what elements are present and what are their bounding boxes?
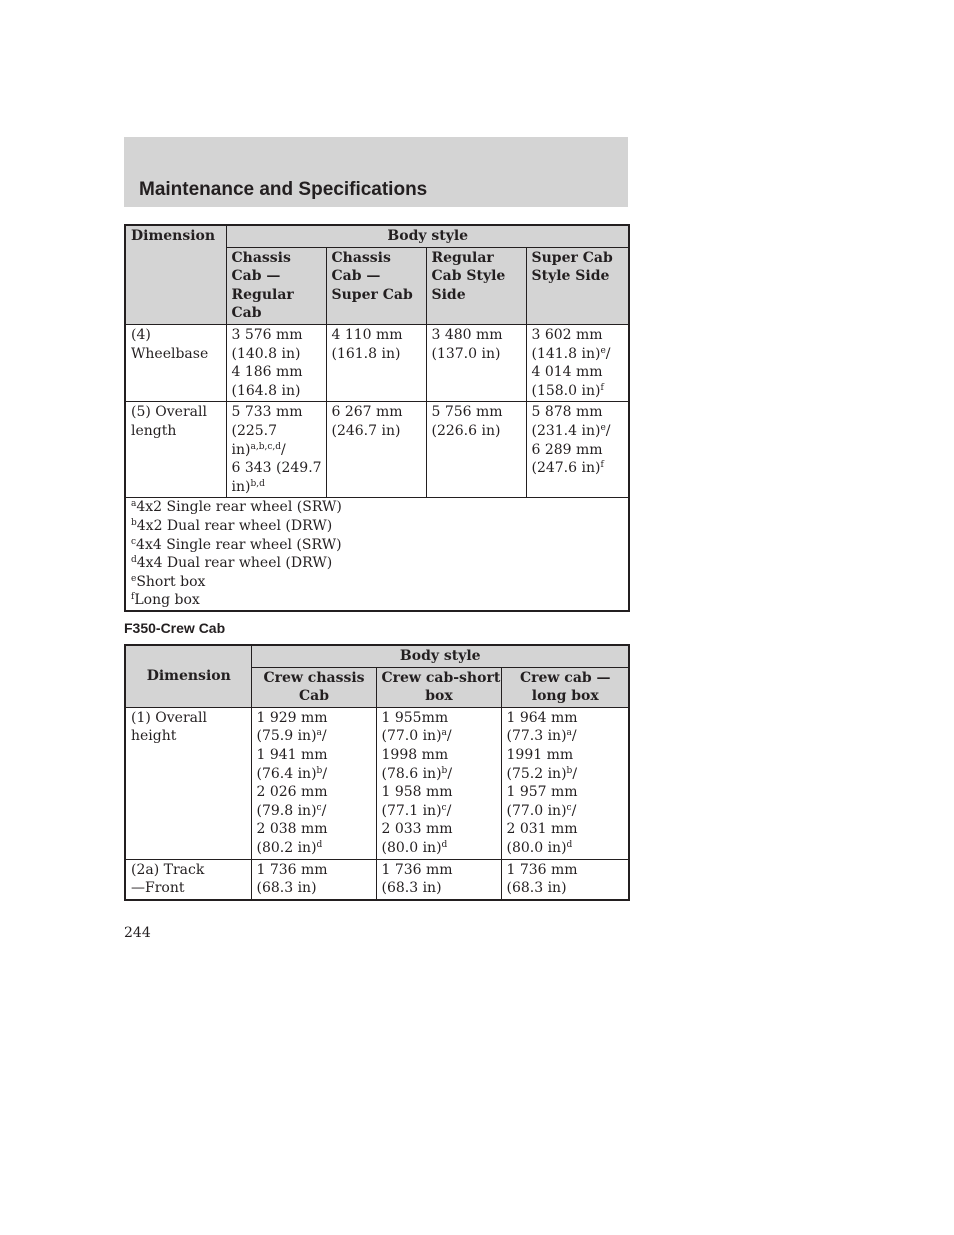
footnote-mark: a (131, 499, 137, 510)
cell-line: 2 038 mm (256, 821, 328, 838)
footnote: $^c$4x4 Single rear wheel (SRW) (131, 536, 342, 553)
table-cell (426, 402, 526, 498)
cell-line: 1 955mm (381, 709, 449, 726)
cell-line: (79.8 in)$^c$/ (256, 802, 327, 819)
footnote-mark: c (566, 802, 572, 813)
cell-line: long box (531, 688, 599, 705)
cell-line: (2a) Track (131, 861, 205, 878)
footnote: $^f$Long box (131, 592, 200, 609)
cell-line: 1 736 mm (256, 861, 328, 878)
footnote-mark: d (441, 839, 448, 850)
cell-line: (78.6 in)$^b$/ (381, 765, 453, 782)
cell-line: 4 186 mm (231, 364, 303, 381)
specs-table-crew-cab (124, 644, 630, 901)
cell-line: 1 957 mm (506, 784, 578, 801)
cell-line: (4) (131, 326, 151, 343)
cell-line: 5 756 mm (431, 404, 503, 421)
cell-line: in)$^{b,d}$ (231, 478, 265, 495)
cell-line: (80.0 in)$^d$ (381, 839, 448, 856)
cell-line: (75.2 in)$^b$/ (506, 765, 578, 782)
cell-line: (225.7 (231, 422, 278, 439)
cell-line: (75.9 in)$^a$/ (256, 728, 327, 745)
column-header (226, 247, 326, 324)
cell-line: 4 014 mm (531, 364, 603, 381)
cell-line: (161.8 in) (331, 345, 401, 362)
table-row (125, 707, 629, 859)
cell-line: Cab (231, 305, 262, 322)
cell-line: —Front (131, 880, 185, 897)
cell-line: 4 110 mm (331, 326, 403, 343)
cell-line: (68.3 in) (506, 880, 567, 897)
footnote: $^b$4x2 Dual rear wheel (DRW) (131, 517, 333, 534)
table-cell (376, 859, 501, 900)
footnote-mark: a (316, 728, 322, 739)
table-cell (326, 402, 426, 498)
footnote-mark: f (131, 592, 135, 603)
row-label (125, 707, 251, 859)
dimension-header: Dimension (125, 645, 251, 707)
header-row (125, 645, 629, 667)
section-header (124, 137, 628, 207)
footnote-mark: a (566, 728, 572, 739)
column-header (426, 247, 526, 324)
cell-line: box (425, 688, 453, 705)
table-cell (501, 859, 629, 900)
page-number: 244 (124, 925, 151, 941)
cell-line: (246.7 in) (331, 422, 401, 439)
cell-line: (77.1 in)$^c$/ (381, 802, 452, 819)
column-header (376, 667, 501, 707)
cell-line: 1 941 mm (256, 746, 328, 763)
header-row (125, 225, 629, 247)
cell-line: Super Cab (531, 249, 613, 266)
table-cell (501, 707, 629, 859)
cell-line: (140.8 in) (231, 345, 301, 362)
footnote-mark: b (316, 765, 323, 776)
footnote-mark: a,b,c,d (250, 441, 281, 452)
cell-line: height (131, 728, 177, 745)
cell-line: Regular (231, 286, 294, 303)
table-cell (226, 402, 326, 498)
footnote-mark: e (600, 345, 606, 356)
table-cell (526, 402, 629, 498)
table-cell (251, 859, 376, 900)
cell-line: Crew chassis (263, 669, 365, 686)
column-header (526, 247, 629, 324)
footnote-mark: b,d (250, 478, 265, 489)
body-style-header: Body style (251, 645, 629, 667)
cell-line: (68.3 in) (381, 880, 442, 897)
cell-line: in)$^{a,b,c,d}$/ (231, 441, 286, 458)
cell-line: Chassis (231, 249, 291, 266)
body-style-header: Body style (226, 225, 629, 247)
column-header (251, 667, 376, 707)
cell-line: (5) Overall (131, 404, 207, 421)
cell-line: Wheelbase (131, 345, 209, 362)
cell-line: (80.0 in)$^d$ (506, 839, 573, 856)
cell-line: Regular (431, 249, 494, 266)
cell-line: (158.0 in)$^f$ (531, 382, 604, 399)
footnote: $^e$Short box (131, 573, 206, 590)
table-row (125, 402, 629, 498)
cell-line: 2 031 mm (506, 821, 578, 838)
cell-line: Crew cab — (519, 669, 611, 686)
footnote-mark: a (441, 728, 447, 739)
section-title: F350-Crew Cab (124, 620, 226, 636)
cell-line: (76.4 in)$^b$/ (256, 765, 328, 782)
cell-line: Side (431, 286, 466, 303)
cell-line: Cab Style (431, 268, 506, 285)
table-row (125, 324, 629, 401)
cell-line: 1 736 mm (381, 861, 453, 878)
footnote-mark: b (441, 765, 448, 776)
cell-line: 5 733 mm (231, 404, 303, 421)
footnote-mark: e (600, 422, 606, 433)
table-cell (251, 707, 376, 859)
cell-line: 2 026 mm (256, 784, 328, 801)
cell-line: Chassis (331, 249, 391, 266)
footnote-mark: e (131, 573, 137, 584)
cell-line: 6 343 (249.7 (231, 460, 322, 477)
row-label (125, 859, 251, 900)
column-header (501, 667, 629, 707)
cell-line: 6 289 mm (531, 441, 603, 458)
footnote-mark: f (600, 382, 604, 393)
cell-line: Cab (298, 688, 329, 705)
cell-line: 6 267 mm (331, 404, 403, 421)
cell-line: 1998 mm (381, 746, 449, 763)
table-row (125, 859, 629, 900)
footnote-mark: b (131, 517, 137, 528)
footnote-mark: f (600, 460, 604, 471)
column-header (326, 247, 426, 324)
footnote-mark: c (131, 536, 137, 547)
cell-line: (77.0 in)$^c$/ (506, 802, 577, 819)
cell-line: (80.2 in)$^d$ (256, 839, 323, 856)
table-cell (526, 324, 629, 401)
footnote-mark: c (316, 802, 322, 813)
cell-line: (164.8 in) (231, 382, 301, 399)
cell-line: Super Cab (331, 286, 413, 303)
cell-line: length (131, 422, 177, 439)
cell-line: 1 964 mm (506, 709, 578, 726)
cell-line: 3 576 mm (231, 326, 303, 343)
cell-line: 1 736 mm (506, 861, 578, 878)
cell-line: (141.8 in)$^e$/ (531, 345, 611, 362)
cell-line: Crew cab-short (381, 669, 501, 686)
cell-line: 1991 mm (506, 746, 574, 763)
row-label (125, 402, 226, 498)
footnote-mark: d (316, 839, 323, 850)
page-title: Maintenance and Specifications (139, 179, 428, 200)
cell-line: 2 033 mm (381, 821, 453, 838)
cell-line: 1 958 mm (381, 784, 453, 801)
cell-line: (226.6 in) (431, 422, 501, 439)
footnote: $^d$4x4 Dual rear wheel (DRW) (131, 555, 333, 572)
table-cell (226, 324, 326, 401)
footnote-mark: d (566, 839, 573, 850)
specs-table-f250 (124, 224, 630, 612)
cell-line: 5 878 mm (531, 404, 603, 421)
footnote: $^a$4x2 Single rear wheel (SRW) (131, 499, 342, 516)
cell-line: (247.6 in)$^f$ (531, 460, 604, 477)
footnote-mark: d (131, 555, 137, 566)
cell-line: Cab — (231, 268, 281, 285)
cell-line: 1 929 mm (256, 709, 328, 726)
cell-line: Style Side (531, 268, 610, 285)
cell-line: (1) Overall (131, 709, 207, 726)
footnotes-row (125, 498, 629, 611)
cell-line: (68.3 in) (256, 880, 317, 897)
table-cell (426, 324, 526, 401)
cell-line: 3 602 mm (531, 326, 603, 343)
cell-line: (137.0 in) (431, 345, 501, 362)
row-label (125, 324, 226, 401)
cell-line: (231.4 in)$^e$/ (531, 422, 611, 439)
dimension-header: Dimension (125, 225, 226, 324)
cell-line: (77.0 in)$^a$/ (381, 728, 452, 745)
table-cell (376, 707, 501, 859)
cell-line: 3 480 mm (431, 326, 503, 343)
footnote-mark: b (566, 765, 573, 776)
footnotes (125, 498, 629, 611)
cell-line: Cab — (331, 268, 381, 285)
table-cell (326, 324, 426, 401)
cell-line: (77.3 in)$^a$/ (506, 728, 577, 745)
footnote-mark: c (441, 802, 447, 813)
